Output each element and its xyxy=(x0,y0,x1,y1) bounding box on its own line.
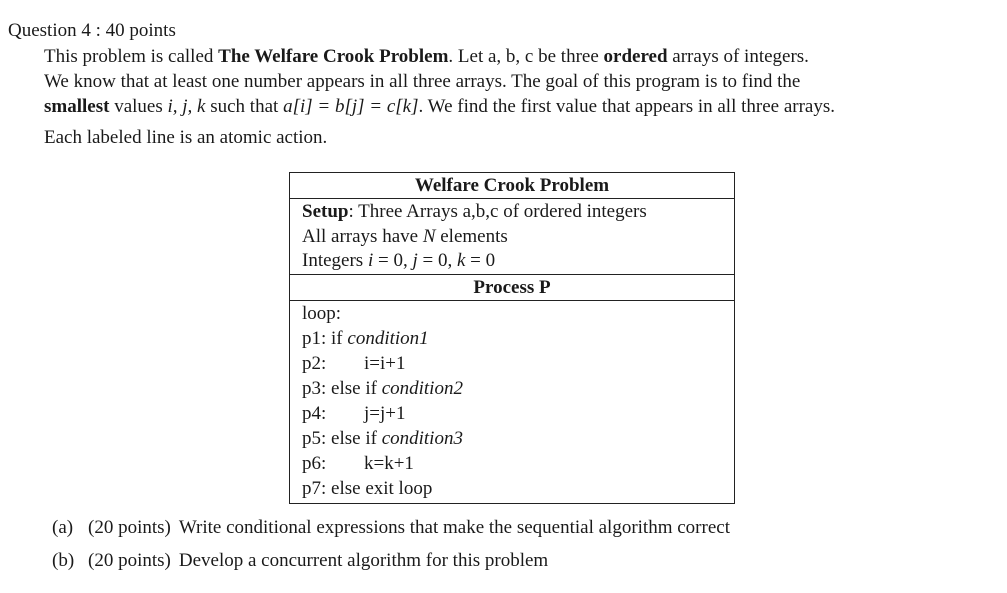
line-label: p5: xyxy=(302,427,327,449)
code-line-p1 xyxy=(302,326,722,351)
intro-line-2: We know that at least one number appears in all three arrays. The goal of this program is to find the xyxy=(44,71,801,92)
setup-text: = 0, xyxy=(417,250,457,271)
code-line-p7 xyxy=(302,476,722,501)
question-heading: Question 4 : 40 points xyxy=(8,20,176,41)
line-condition: condition1 xyxy=(347,327,429,349)
line-label: p4: xyxy=(302,402,327,424)
line-label: p7: xyxy=(302,477,327,499)
intro-line-3 xyxy=(44,94,994,119)
problem-statement xyxy=(44,44,994,119)
variables-ijk: i, j, k xyxy=(167,96,206,117)
var-j: j xyxy=(412,250,418,271)
line-code: else if xyxy=(326,427,382,449)
line-label: p2: xyxy=(302,352,327,374)
code-line-p3 xyxy=(302,376,722,401)
intro-text: values xyxy=(109,96,168,117)
part-points: (20 points) xyxy=(88,517,171,538)
intro-text: . We find the first value that appears in all three arrays. xyxy=(418,96,835,117)
line-condition: condition3 xyxy=(381,427,463,449)
intro-line-1 xyxy=(44,44,994,69)
code-line-p5 xyxy=(302,426,722,451)
var-i: i xyxy=(367,250,374,271)
equality-expression: a[i] = b[j] = c[k] xyxy=(283,96,419,117)
setup-label: Setup xyxy=(302,201,349,222)
smallest-emphasis: smallest xyxy=(44,96,110,117)
line-code: i=i+1 xyxy=(364,352,406,374)
setup-text: All arrays have xyxy=(302,225,423,247)
var-k: k xyxy=(456,250,466,271)
atomic-note: Each labeled line is an atomic action. xyxy=(44,127,328,148)
process-title: Process P xyxy=(290,275,734,301)
var-n: N xyxy=(422,225,436,247)
algorithm-title: Welfare Crook Problem xyxy=(290,173,734,199)
line-code: if xyxy=(326,327,348,349)
algorithm-box xyxy=(289,172,735,504)
setup-line-1 xyxy=(302,200,722,225)
line-condition: condition2 xyxy=(381,377,463,399)
part-text: Develop a concurrent algorithm for this problem xyxy=(178,550,549,571)
line-code: j=j+1 xyxy=(364,402,406,424)
process-body xyxy=(290,301,734,503)
code-line-p4 xyxy=(302,401,722,426)
part-tag: (b) xyxy=(52,550,75,571)
ordered-emphasis: ordered xyxy=(603,46,668,67)
part-points: (20 points) xyxy=(88,550,171,571)
part-text: Write conditional expressions that make the sequential algorithm correct xyxy=(178,517,730,538)
problem-name: The Welfare Crook Problem xyxy=(218,46,449,67)
intro-text: such that xyxy=(205,96,284,117)
code-line-p6 xyxy=(302,451,722,476)
setup-text: : Three Arrays a,b,c of ordered integers xyxy=(348,201,647,222)
setup-line-2 xyxy=(302,225,722,250)
intro-text: arrays of integers. xyxy=(667,46,809,67)
intro-text: . Let a, b, c be three xyxy=(448,46,604,67)
part-tag: (a) xyxy=(52,517,74,538)
setup-text: elements xyxy=(435,225,508,247)
part-b xyxy=(52,550,548,572)
intro-text: This problem is called xyxy=(44,46,219,67)
line-label: loop: xyxy=(302,302,342,324)
setup-text: Integers xyxy=(302,250,368,271)
line-label: p1: xyxy=(302,327,327,349)
line-code: else exit loop xyxy=(326,477,433,499)
line-code: k=k+1 xyxy=(364,452,414,474)
setup-text: = 0 xyxy=(465,250,496,271)
line-code: else if xyxy=(326,377,382,399)
setup-line-3 xyxy=(302,249,722,274)
setup-text: = 0, xyxy=(373,250,413,271)
line-label: p3: xyxy=(302,377,327,399)
code-line-loop xyxy=(302,301,722,326)
code-line-p2 xyxy=(302,351,722,376)
setup-section xyxy=(290,199,734,275)
part-a xyxy=(52,517,730,539)
line-label: p6: xyxy=(302,452,327,474)
